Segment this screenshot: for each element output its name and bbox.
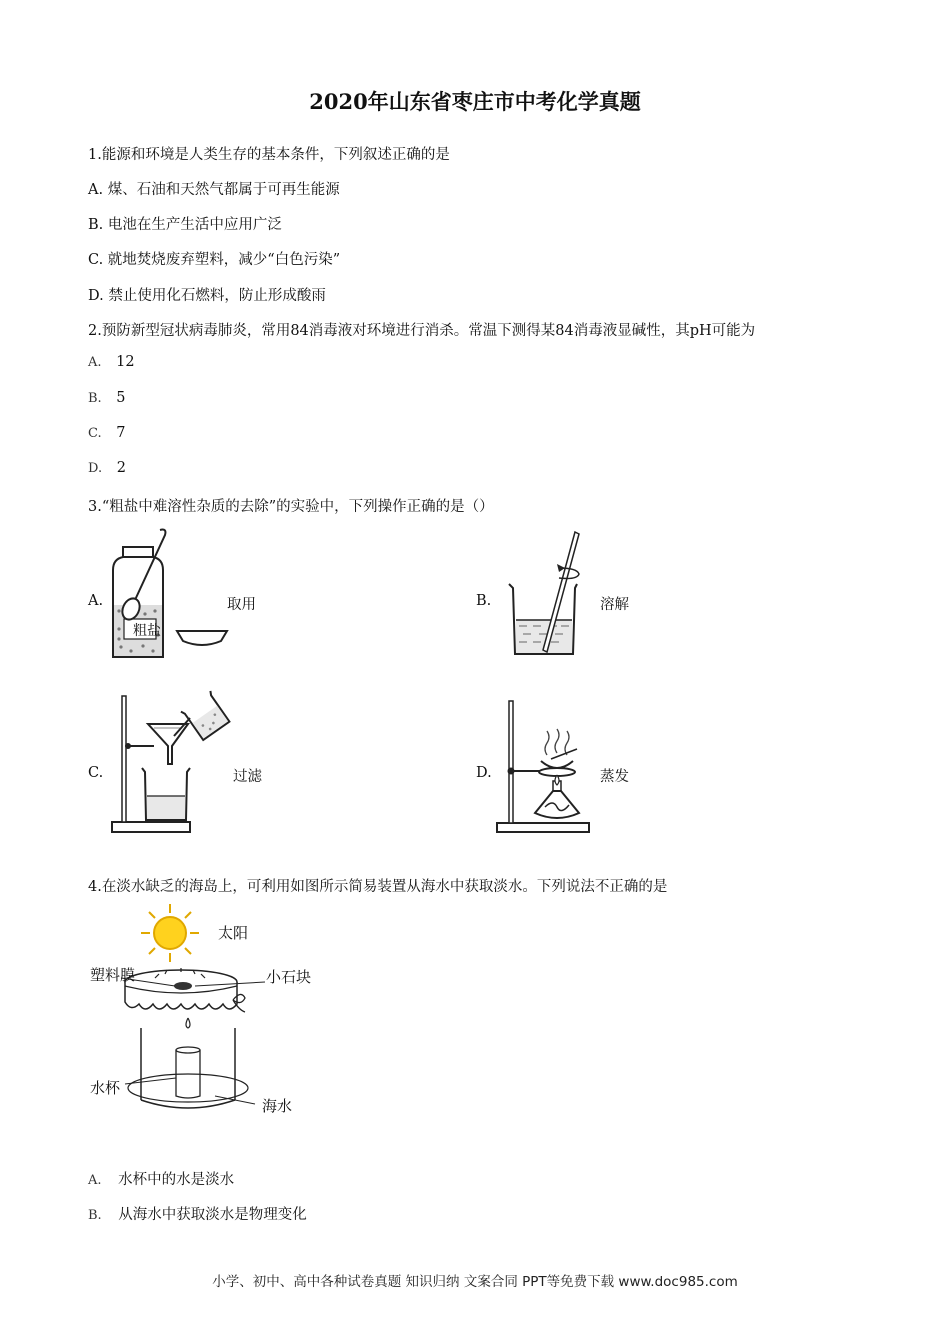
q1-option-d: D. 禁止使用化石燃料，防止形成酸雨: [88, 288, 326, 304]
q4-option-b: [88, 1203, 307, 1224]
q2-option-a-letter: A.: [88, 355, 102, 370]
q2-option-c: [88, 425, 125, 441]
q3-fig-a-caption: 取用: [227, 597, 256, 613]
q1-option-b: B. 电池在生产生活中应用广泛: [88, 217, 282, 233]
q2-stem: 2.预防新型冠状病毒肺炎，常用84消毒液对环境进行消杀。常温下测得某84消毒液显碱性，其pH可能为: [88, 323, 756, 339]
q4-option-b-text: 从海水中获取淡水是物理变化: [118, 1207, 307, 1223]
q1-option-a: A. 煤、石油和天然气都属于可再生能源: [88, 182, 340, 198]
q3-fig-a-letter: A.: [88, 593, 104, 609]
q4-option-a-letter: A.: [88, 1173, 102, 1188]
q3-fig-c-drawing: [108, 688, 233, 838]
q3-fig-a-drawing: [105, 525, 235, 665]
q4-label-sun: 太阳: [218, 924, 249, 942]
q3-fig-a-bottle-label: 粗盐: [133, 623, 161, 639]
q2-option-b: [88, 390, 126, 406]
q2-option-b-value: 5: [116, 390, 126, 406]
page-title: 2020年山东省枣庄市中考化学真题: [309, 89, 641, 114]
q3-fig-d-caption: 蒸发: [600, 769, 629, 785]
q4-distillation-diagram: [85, 900, 345, 1132]
q3-fig-b-letter: B.: [476, 593, 492, 609]
q4-option-a-text: 水杯中的水是淡水: [118, 1172, 235, 1188]
q3-stem: 3.“粗盐中难溶性杂质的去除”的实验中，下列操作正确的是（）: [88, 499, 494, 515]
q4-label-stone: 小石块: [266, 968, 312, 986]
q3-fig-b-drawing: [505, 528, 585, 660]
q4-label-cup: 水杯: [90, 1079, 121, 1097]
q4-label-film: 塑料膜: [90, 966, 136, 984]
q2-option-c-letter: C.: [88, 426, 102, 441]
q3-fig-c-caption: 过滤: [233, 769, 262, 785]
q1-stem: 1.能源和环境是人类生存的基本条件，下列叙述正确的是: [88, 147, 450, 163]
q3-fig-d-drawing: [495, 695, 595, 835]
q3-fig-d-letter: D.: [476, 765, 492, 781]
q3-fig-b-caption: 溶解: [600, 597, 629, 613]
q2-option-d-value: 2: [116, 460, 126, 476]
q2-option-c-value: 7: [116, 425, 126, 441]
q4-option-a: [88, 1168, 234, 1189]
q2-option-d: [88, 460, 126, 476]
q4-label-seawater: 海水: [262, 1097, 293, 1115]
q4-option-b-letter: B.: [88, 1208, 102, 1223]
q1-option-c: C. 就地焚烧废弃塑料，减少“白色污染”: [88, 252, 341, 268]
q3-fig-c-letter: C.: [88, 765, 104, 781]
q2-option-b-letter: B.: [88, 391, 102, 406]
q4-stem: 4.在淡水缺乏的海岛上，可利用如图所示简易装置从海水中获取淡水。下列说法不正确的是: [88, 879, 668, 895]
q2-option-a: [88, 354, 135, 370]
q2-option-d-letter: D.: [88, 461, 103, 476]
q2-option-a-value: 12: [116, 354, 135, 370]
page-footer: 小学、初中、高中各种试卷真题 知识归纳 文案合同 PPT等免费下载 www.doc985.com: [212, 1274, 738, 1290]
